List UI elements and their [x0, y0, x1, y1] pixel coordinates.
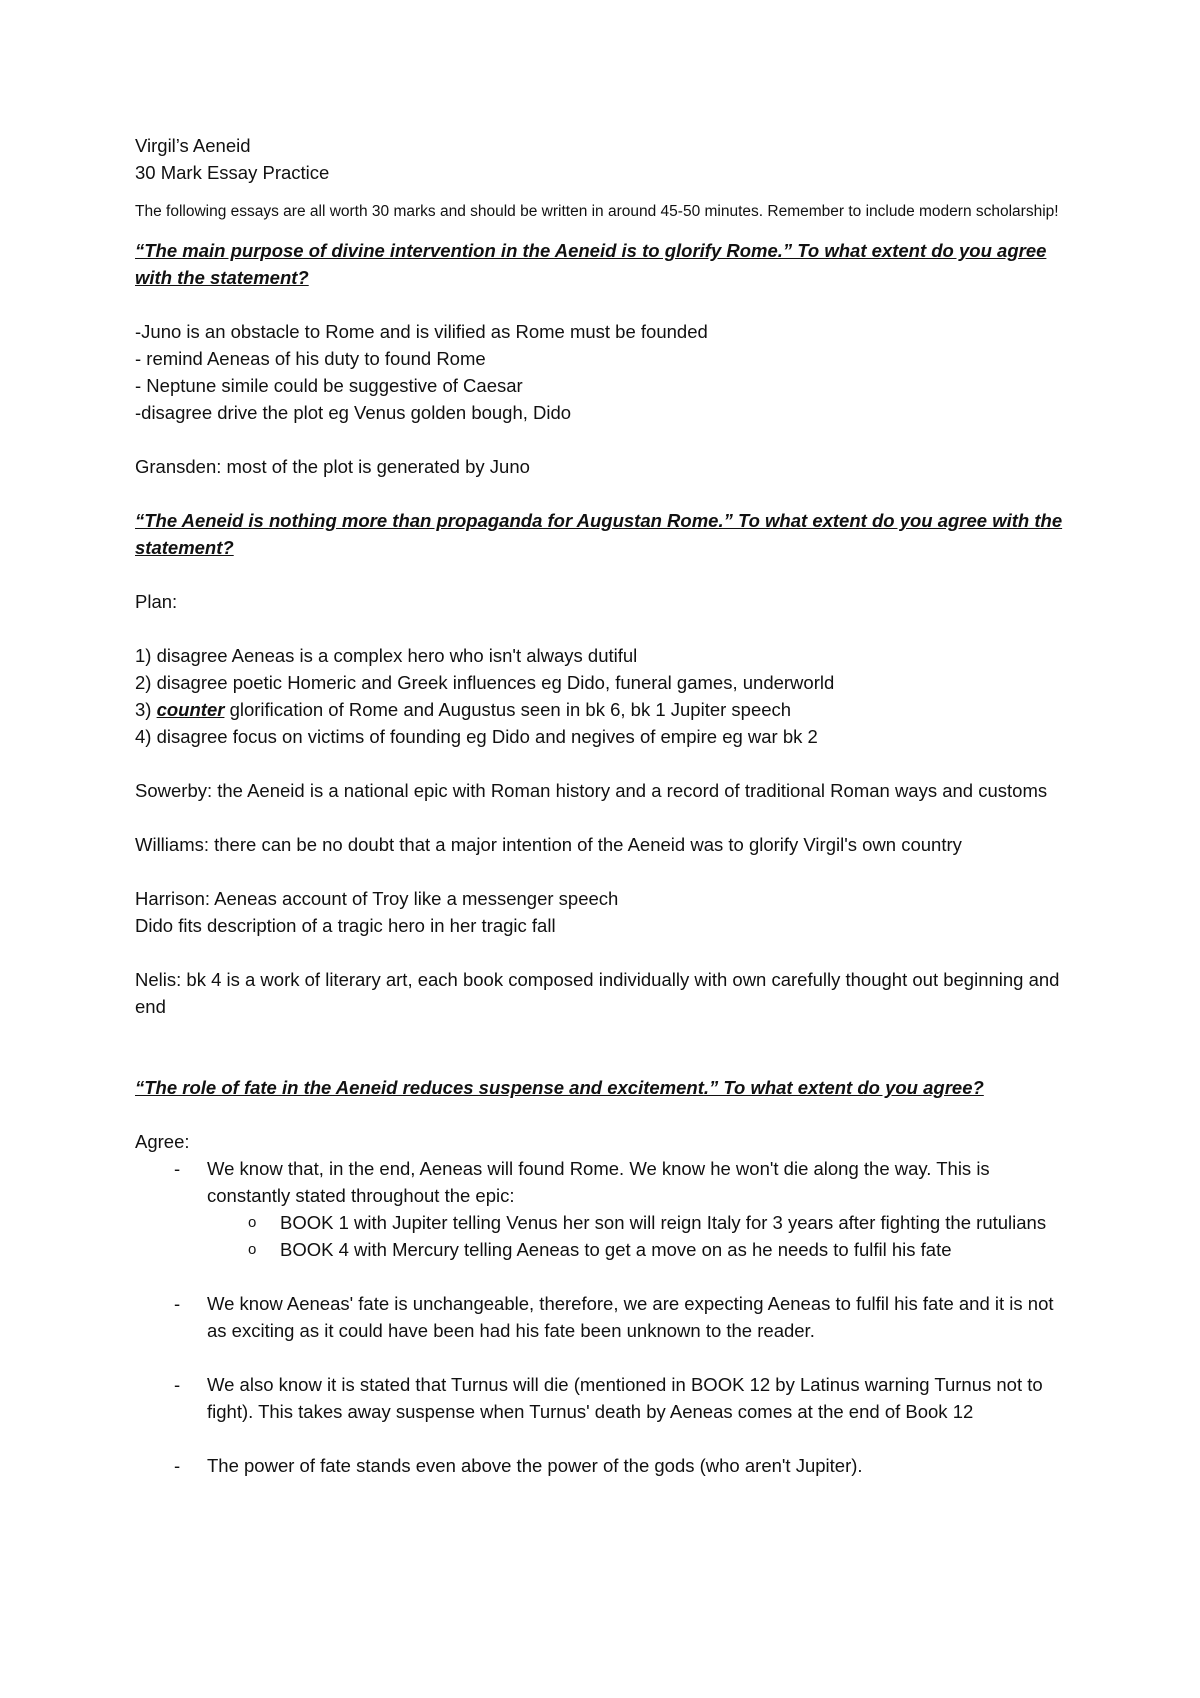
q3-item-2-text: We know Aeneas' fate is unchangeable, therefore, we are expecting Aeneas to fulfil his fate and it is not as exciting as it could have been had his fate been unknown to the reader.: [207, 1293, 1054, 1341]
q3-sub-item-1-text: BOOK 1 with Jupiter telling Venus her son will reign Italy for 3 years after fighting the rutulians: [280, 1212, 1047, 1233]
doc-intro: The following essays are all worth 30 marks and should be written in around 45-50 minutes. Remember to include modern scholarship!: [135, 203, 1059, 220]
q2-plan-3-rest: glorification of Rome and Augustus seen in bk 6, bk 1 Jupiter speech: [224, 699, 792, 720]
q3-sub-item-2: [135, 1236, 1075, 1263]
q1-point-2: - remind Aeneas of his duty to found Rome: [135, 348, 486, 369]
q3-sub-item-2-text: BOOK 4 with Mercury telling Aeneas to get a move on as he needs to fulfil his fate: [280, 1239, 952, 1260]
circle-bullet: o: [248, 1241, 257, 1258]
q3-agree-label: Agree:: [135, 1131, 190, 1152]
q2-scholar-harrison-1: Harrison: Aeneas account of Troy like a messenger speech: [135, 888, 619, 909]
q2-scholar-harrison-2: Dido fits description of a tragic hero in her tragic fall: [135, 915, 556, 936]
q3-item-4-text: The power of fate stands even above the power of the gods (who aren't Jupiter).: [207, 1455, 863, 1476]
q3-item-3: [135, 1371, 1075, 1425]
document-page: [135, 132, 1075, 1479]
dash-bullet: -: [174, 1455, 181, 1476]
q2-plan-4: 4) disagree focus on victims of founding eg Dido and negives of empire eg war bk 2: [135, 726, 818, 747]
q2-plan-1: 1) disagree Aeneas is a complex hero who isn't always dutiful: [135, 645, 638, 666]
q2-plan-2: 2) disagree poetic Homeric and Greek influences eg Dido, funeral games, underworld: [135, 672, 835, 693]
question-3: “The role of fate in the Aeneid reduces suspense and excitement.” To what extent do you agree?: [135, 1077, 984, 1098]
q3-item-1-text: We know that, in the end, Aeneas will found Rome. We know he won't die along the way. This is constantly stated throughout the epic:: [207, 1158, 990, 1206]
question-2: “The Aeneid is nothing more than propaganda for Augustan Rome.” To what extent do you agree with the statement?: [135, 510, 1063, 558]
q2-plan-3-counter: counter: [156, 699, 225, 720]
question-1: “The main purpose of divine intervention in the Aeneid is to glorify Rome.” To what extent do you agree with the statement?: [135, 240, 1047, 288]
q2-plan-3-prefix: 3): [135, 699, 157, 720]
q1-scholar-gransden: Gransden: most of the plot is generated by Juno: [135, 456, 530, 477]
doc-subtitle: 30 Mark Essay Practice: [135, 162, 330, 183]
q2-plan-label: Plan:: [135, 591, 178, 612]
dash-bullet: -: [174, 1158, 181, 1179]
q2-plan-3: [135, 696, 1075, 723]
q3-item-2: [135, 1290, 1075, 1344]
q1-point-3: - Neptune simile could be suggestive of Caesar: [135, 375, 523, 396]
doc-title: Virgil’s Aeneid: [135, 135, 251, 156]
q1-point-1: -Juno is an obstacle to Rome and is vilified as Rome must be founded: [135, 321, 708, 342]
q3-item-1: [135, 1155, 1075, 1209]
q1-point-4: -disagree drive the plot eg Venus golden bough, Dido: [135, 402, 572, 423]
q2-scholar-nelis: Nelis: bk 4 is a work of literary art, each book composed individually with own carefully thought out beginning and end: [135, 969, 1060, 1017]
dash-bullet: -: [174, 1374, 181, 1395]
q2-scholar-sowerby: Sowerby: the Aeneid is a national epic with Roman history and a record of traditional Roman ways and customs: [135, 780, 1048, 801]
q3-sub-item-1: [135, 1209, 1075, 1236]
q3-item-4: [135, 1452, 1075, 1479]
dash-bullet: -: [174, 1293, 181, 1314]
circle-bullet: o: [248, 1214, 257, 1231]
q2-scholar-williams: Williams: there can be no doubt that a major intention of the Aeneid was to glorify Virgil's own country: [135, 834, 962, 855]
q3-item-3-text: We also know it is stated that Turnus will die (mentioned in BOOK 12 by Latinus warning Turnus not to fight). This takes away suspense when Turnus' death by Aeneas comes at the end of Book 12: [207, 1374, 1043, 1422]
